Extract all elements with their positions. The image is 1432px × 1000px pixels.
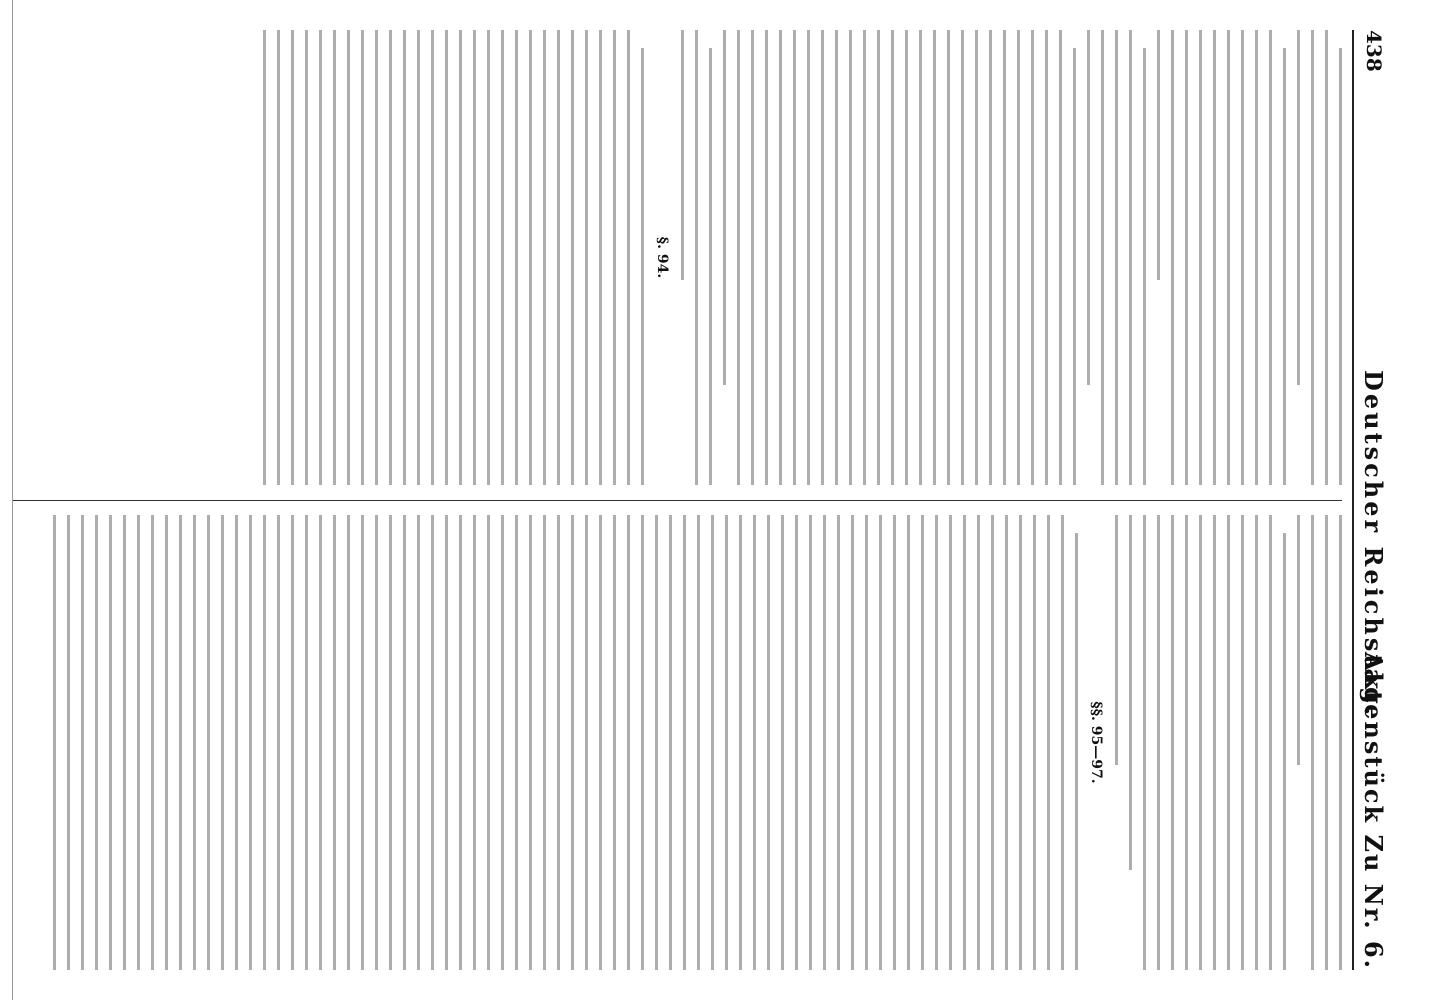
column-divider — [12, 500, 1342, 501]
section-heading-94: §. 94. — [654, 236, 670, 279]
running-title: Deutscher Reichstag. — [1359, 370, 1388, 719]
right-column — [12, 515, 1342, 970]
page-bottom-edge — [0, 0, 13, 1000]
page-number: 438 — [1362, 30, 1386, 72]
section-heading-95-97: §§. 95—97. — [1088, 701, 1104, 784]
running-subtitle: Aktenstück Zu Nr. 6. — [1359, 651, 1388, 970]
page-header — [1352, 30, 1390, 970]
left-column — [12, 30, 1342, 485]
